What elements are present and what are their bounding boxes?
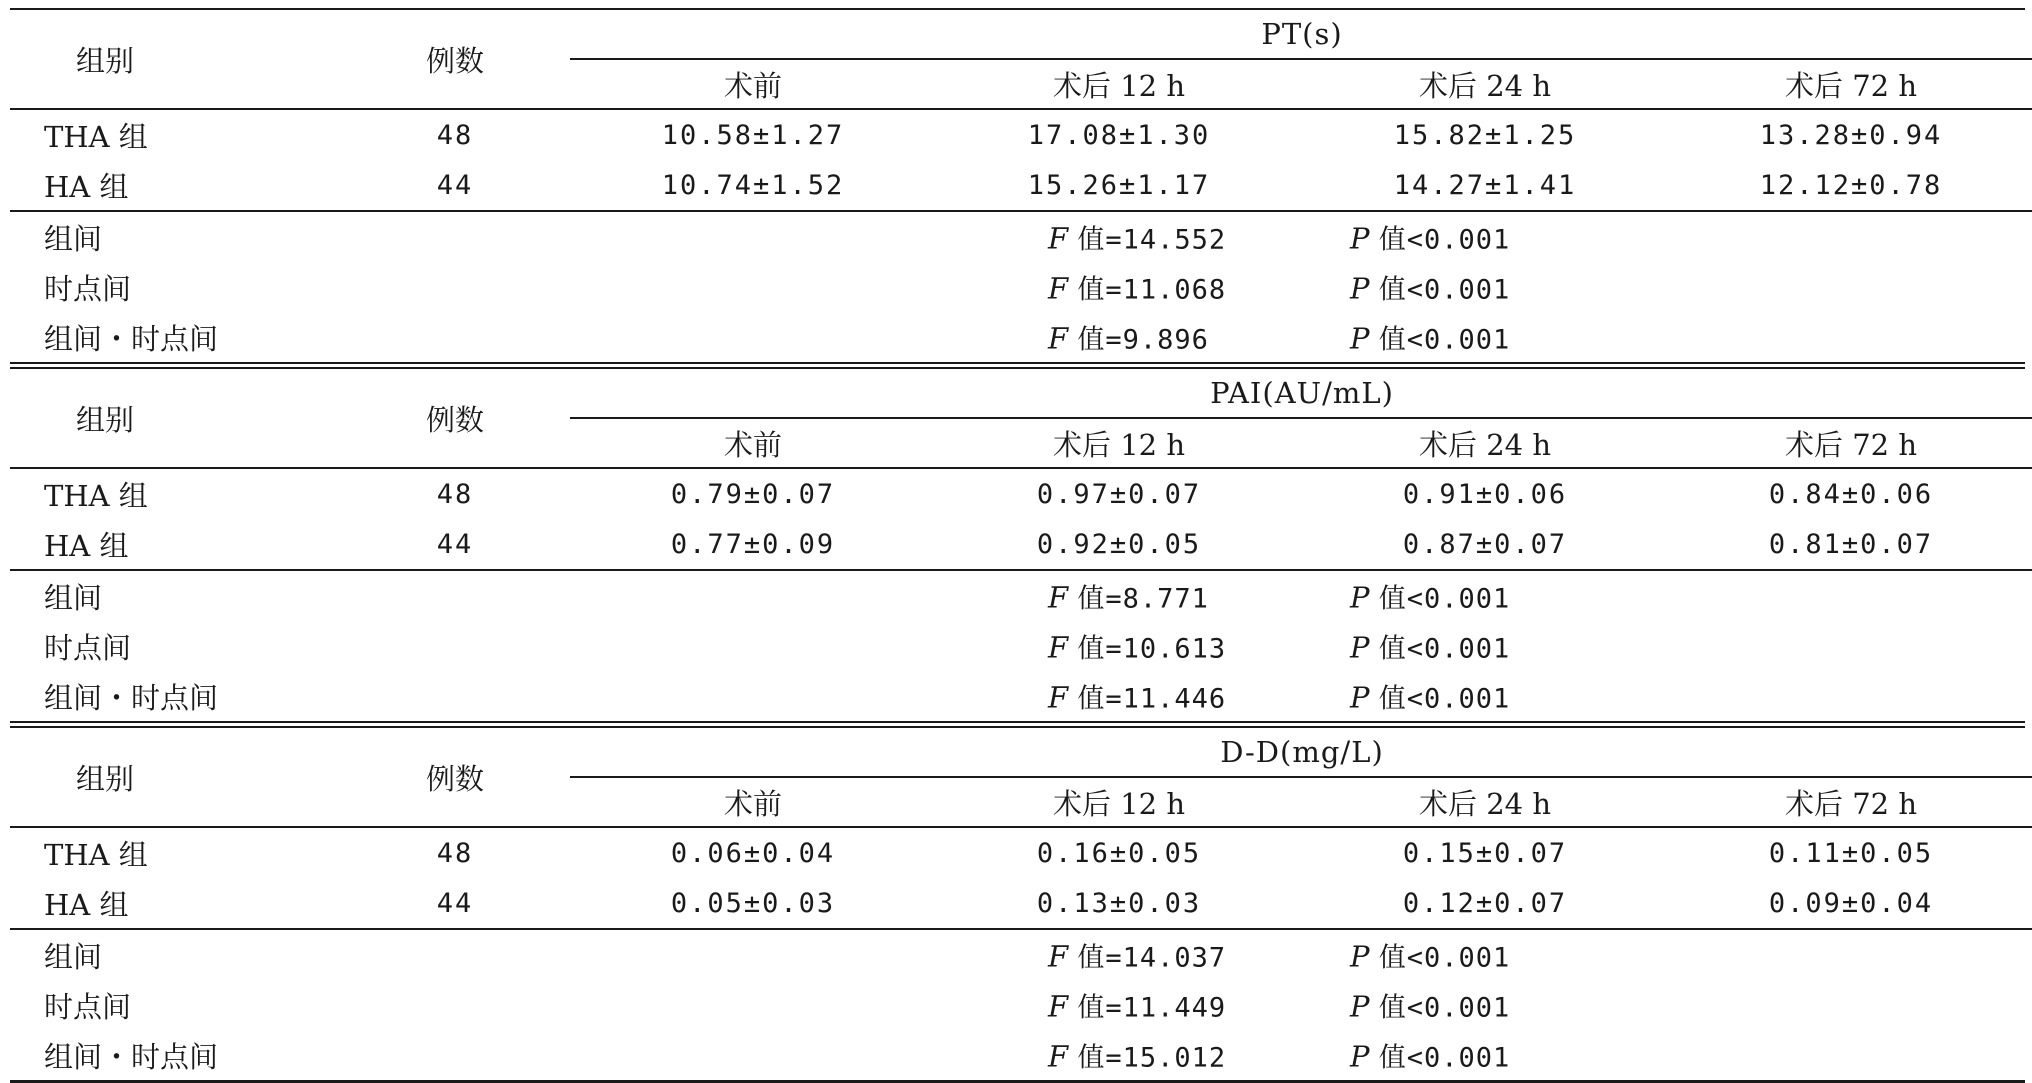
- f-symbol: F: [1048, 271, 1069, 306]
- stat-row: [10, 929, 2032, 980]
- count-value: 44: [340, 160, 570, 211]
- f-value: 值=15.012: [1077, 1042, 1227, 1074]
- value-cell: 10.58±1.27: [661, 119, 845, 151]
- f-statistic: [1048, 986, 1226, 1025]
- group-column-header: 组别: [10, 369, 340, 468]
- timepoint-header: 术前: [570, 59, 936, 109]
- f-statistic: [1048, 318, 1209, 357]
- f-statistic: [1048, 218, 1226, 257]
- value-cell: 14.27±1.41: [1302, 160, 1668, 211]
- value-cell: 0.13±0.03: [936, 878, 1302, 929]
- p-statistic: [1350, 986, 1510, 1025]
- table-row: [10, 109, 2032, 160]
- p-value: 值<0.001: [1378, 1042, 1511, 1074]
- p-value: 值<0.001: [1378, 992, 1511, 1024]
- stat-label: 组间・时点间: [44, 321, 219, 356]
- f-statistic: [1048, 677, 1226, 716]
- f-symbol: F: [1048, 221, 1069, 256]
- f-symbol: F: [1048, 1039, 1069, 1074]
- group-label: THA 组: [44, 119, 148, 154]
- p-statistic: [1350, 577, 1510, 616]
- block-separator: [10, 362, 2025, 369]
- stat-row: [10, 211, 2032, 262]
- p-value: 值<0.001: [1378, 683, 1511, 715]
- timepoint-header: 术后 72 h: [1668, 418, 2032, 468]
- p-value: 值<0.001: [1378, 324, 1511, 356]
- timepoint-header: 术后 72 h: [1668, 777, 2032, 827]
- f-symbol: F: [1048, 630, 1069, 665]
- p-statistic: [1350, 677, 1510, 716]
- group-label: HA 组: [10, 878, 340, 929]
- value-cell: 0.91±0.06: [1402, 478, 1568, 510]
- value-cell: 0.87±0.07: [1302, 519, 1668, 570]
- table-row: [10, 878, 2032, 929]
- count-value: 48: [436, 478, 474, 510]
- f-statistic: [1048, 936, 1226, 975]
- stat-label: 组间・时点间: [44, 1039, 219, 1074]
- f-statistic: [1048, 577, 1209, 616]
- value-cell: 13.28±0.94: [1759, 119, 1943, 151]
- table-block-pt: [10, 10, 2025, 362]
- count-column-header: 例数: [340, 728, 570, 827]
- value-cell: 0.77±0.09: [570, 519, 936, 570]
- count-value: 48: [436, 837, 474, 869]
- timepoint-header: 术后 24 h: [1302, 418, 1668, 468]
- value-cell: 10.74±1.52: [570, 160, 936, 211]
- f-symbol: F: [1048, 939, 1069, 974]
- f-value: 值=14.037: [1077, 942, 1227, 974]
- value-cell: 0.79±0.07: [670, 478, 836, 510]
- value-cell: 0.81±0.07: [1668, 519, 2032, 570]
- stat-row: [10, 262, 2032, 312]
- f-value: 值=11.449: [1077, 992, 1227, 1024]
- p-value: 值<0.001: [1378, 274, 1511, 306]
- f-statistic: [1048, 268, 1226, 307]
- p-statistic: [1350, 318, 1510, 357]
- p-value: 值<0.001: [1378, 942, 1511, 974]
- stat-label: 组间: [44, 221, 103, 256]
- timepoint-header: 术后 12 h: [936, 777, 1302, 827]
- stat-row: [10, 980, 2032, 1030]
- stat-label: 时点间: [44, 989, 132, 1024]
- value-cell: 15.82±1.25: [1393, 119, 1577, 151]
- results-table: [10, 8, 2025, 1083]
- f-symbol: F: [1048, 580, 1069, 615]
- stat-label: 组间・时点间: [44, 680, 219, 715]
- p-symbol: P: [1350, 939, 1370, 974]
- timepoint-header: 术前: [570, 418, 936, 468]
- stat-label: 组间: [44, 939, 103, 974]
- value-cell: 0.92±0.05: [936, 519, 1302, 570]
- f-symbol: F: [1048, 989, 1069, 1024]
- group-label: HA 组: [10, 160, 340, 211]
- block-separator: [10, 721, 2025, 728]
- p-symbol: P: [1350, 580, 1370, 615]
- timepoint-header: 术前: [570, 777, 936, 827]
- value-cell: 0.09±0.04: [1668, 878, 2032, 929]
- count-value: 44: [340, 878, 570, 929]
- value-cell: 0.16±0.05: [1036, 837, 1202, 869]
- group-label: THA 组: [44, 837, 148, 872]
- table-block-pai: [10, 369, 2025, 721]
- group-label: HA 组: [10, 519, 340, 570]
- p-statistic: [1350, 936, 1510, 975]
- value-cell: 17.08±1.30: [1027, 119, 1211, 151]
- p-symbol: P: [1350, 630, 1370, 665]
- stat-row: [10, 312, 2032, 362]
- stat-row: [10, 671, 2032, 721]
- group-column-header: 组别: [10, 728, 340, 827]
- value-cell: 0.84±0.06: [1768, 478, 1934, 510]
- value-cell: 0.15±0.07: [1402, 837, 1568, 869]
- p-symbol: P: [1350, 271, 1370, 306]
- group-column-header: 组别: [10, 10, 340, 109]
- f-symbol: F: [1048, 321, 1069, 356]
- value-cell: 0.11±0.05: [1768, 837, 1934, 869]
- value-cell: 12.12±0.78: [1668, 160, 2032, 211]
- measure-title: D-D(mg/L): [570, 728, 2032, 777]
- p-statistic: [1350, 627, 1510, 666]
- count-column-header: 例数: [340, 369, 570, 468]
- count-value: 44: [340, 519, 570, 570]
- table-row: [10, 827, 2032, 878]
- p-value: 值<0.001: [1378, 224, 1511, 256]
- p-value: 值<0.001: [1378, 583, 1511, 615]
- stat-label: 时点间: [44, 271, 132, 306]
- measure-title: PAI(AU/mL): [570, 369, 2032, 418]
- timepoint-header: 术后 24 h: [1302, 59, 1668, 109]
- measure-title: PT(s): [570, 10, 2032, 59]
- table-row: [10, 519, 2032, 570]
- value-cell: 15.26±1.17: [936, 160, 1302, 211]
- f-value: 值=10.613: [1077, 633, 1227, 665]
- f-value: 值=11.068: [1077, 274, 1227, 306]
- stat-label: 组间: [44, 580, 103, 615]
- p-statistic: [1350, 1036, 1510, 1075]
- value-cell: 0.97±0.07: [1036, 478, 1202, 510]
- timepoint-header: 术后 12 h: [936, 418, 1302, 468]
- p-statistic: [1350, 268, 1510, 307]
- p-symbol: P: [1350, 680, 1370, 715]
- table-block-dd: [10, 728, 2025, 1080]
- f-value: 值=14.552: [1077, 224, 1227, 256]
- p-statistic: [1350, 218, 1510, 257]
- stat-row: [10, 621, 2032, 671]
- stat-label: 时点间: [44, 630, 132, 665]
- value-cell: 0.05±0.03: [570, 878, 936, 929]
- f-value: 值=11.446: [1077, 683, 1227, 715]
- p-value: 值<0.001: [1378, 633, 1511, 665]
- timepoint-header: 术后 24 h: [1302, 777, 1668, 827]
- p-symbol: P: [1350, 1039, 1370, 1074]
- stat-row: [10, 570, 2032, 621]
- count-column-header: 例数: [340, 10, 570, 109]
- stat-row: [10, 1030, 2032, 1080]
- p-symbol: P: [1350, 321, 1370, 356]
- group-label: THA 组: [44, 478, 148, 513]
- f-statistic: [1048, 627, 1226, 666]
- count-value: 48: [436, 119, 474, 151]
- f-value: 值=9.896: [1077, 324, 1209, 356]
- f-statistic: [1048, 1036, 1226, 1075]
- table-row: [10, 160, 2032, 211]
- timepoint-header: 术后 12 h: [936, 59, 1302, 109]
- timepoint-header: 术后 72 h: [1668, 59, 2032, 109]
- f-symbol: F: [1048, 680, 1069, 715]
- p-symbol: P: [1350, 221, 1370, 256]
- value-cell: 0.12±0.07: [1302, 878, 1668, 929]
- value-cell: 0.06±0.04: [670, 837, 836, 869]
- p-symbol: P: [1350, 989, 1370, 1024]
- table-row: [10, 468, 2032, 519]
- f-value: 值=8.771: [1077, 583, 1209, 615]
